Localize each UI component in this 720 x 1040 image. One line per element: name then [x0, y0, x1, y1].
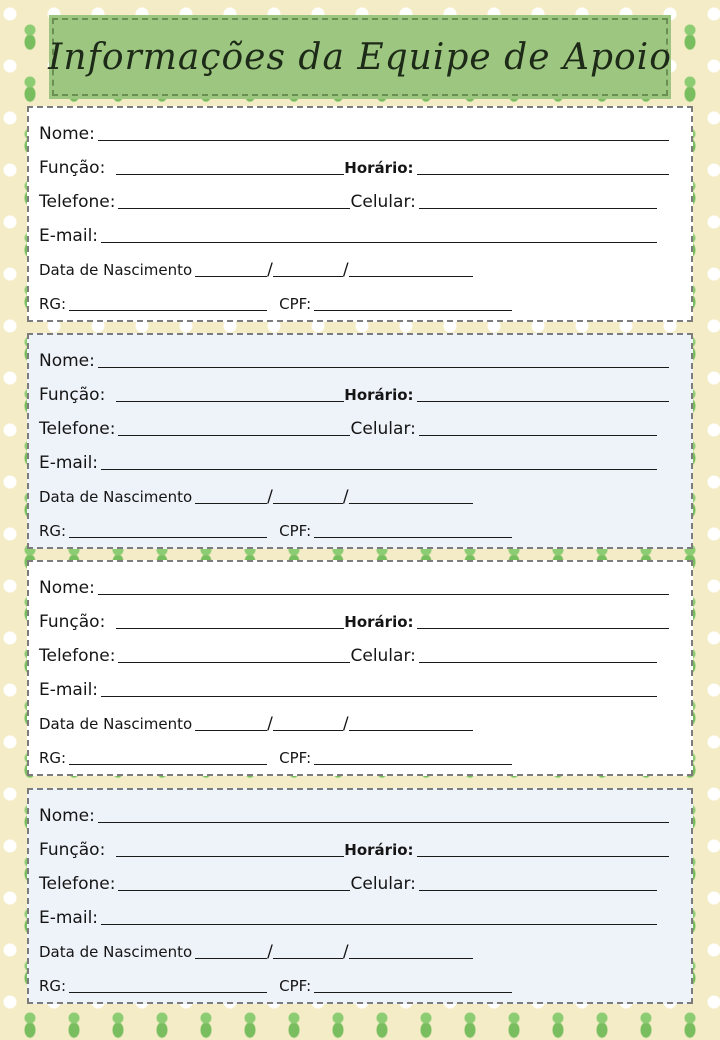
cpf-label: CPF: — [279, 522, 312, 540]
staff-card-4 — [27, 788, 693, 1004]
nome-field[interactable] — [98, 140, 669, 141]
nascimento-month-field[interactable] — [273, 276, 343, 277]
horario-label: Horário: — [344, 613, 414, 631]
funcao-field[interactable] — [116, 174, 344, 175]
telefone-field[interactable] — [118, 435, 350, 436]
nome-row — [39, 118, 669, 144]
funcao-label: Função: — [39, 612, 106, 632]
documentos-row — [39, 288, 669, 314]
celular-field[interactable] — [419, 890, 657, 891]
telefone-row — [39, 868, 657, 894]
nome-field[interactable] — [98, 594, 669, 595]
horario-field[interactable] — [417, 856, 669, 857]
telefone-field[interactable] — [118, 208, 350, 209]
funcao-label: Função: — [39, 385, 106, 405]
telefone-row — [39, 640, 657, 666]
staff-card-1 — [27, 106, 693, 322]
nascimento-year-field[interactable] — [349, 958, 473, 959]
nome-field[interactable] — [98, 367, 669, 368]
celular-field[interactable] — [419, 435, 657, 436]
nascimento-day-field[interactable] — [195, 276, 267, 277]
nascimento-label: Data de Nascimento — [39, 488, 193, 506]
nascimento-day-field[interactable] — [195, 958, 267, 959]
telefone-label: Telefone: — [39, 646, 116, 666]
email-field[interactable] — [101, 696, 657, 697]
telefone-label: Telefone: — [39, 874, 116, 894]
rg-label: RG: — [39, 977, 67, 995]
cpf-label: CPF: — [279, 749, 312, 767]
nascimento-label: Data de Nascimento — [39, 943, 193, 961]
celular-label: Celular: — [350, 874, 416, 894]
page-title: Informações da Equipe de Apoio — [48, 36, 672, 78]
nascimento-year-field[interactable] — [349, 276, 473, 277]
horario-label: Horário: — [344, 841, 414, 859]
date-separator: / — [342, 487, 349, 507]
funcao-field[interactable] — [116, 401, 344, 402]
horario-field[interactable] — [417, 401, 669, 402]
funcao-row — [39, 606, 669, 632]
email-row — [39, 447, 657, 473]
telefone-field[interactable] — [118, 890, 350, 891]
date-separator: / — [267, 487, 273, 507]
cpf-field[interactable] — [314, 764, 512, 765]
cpf-label: CPF: — [279, 977, 312, 995]
email-row — [39, 220, 657, 246]
horario-label: Horário: — [344, 159, 414, 177]
nascimento-row — [39, 481, 669, 507]
horario-label: Horário: — [344, 386, 414, 404]
celular-label: Celular: — [350, 646, 416, 666]
date-separator: / — [267, 714, 273, 734]
nascimento-row — [39, 254, 669, 280]
telefone-row — [39, 413, 657, 439]
nome-label: Nome: — [39, 806, 95, 826]
email-label: E-mail: — [39, 226, 99, 246]
documentos-row — [39, 742, 669, 768]
email-field[interactable] — [101, 242, 657, 243]
rg-field[interactable] — [69, 537, 267, 538]
date-separator: / — [342, 260, 349, 280]
documentos-row — [39, 970, 669, 996]
email-label: E-mail: — [39, 680, 99, 700]
nascimento-label: Data de Nascimento — [39, 261, 193, 279]
funcao-field[interactable] — [116, 856, 344, 857]
rg-label: RG: — [39, 749, 67, 767]
celular-field[interactable] — [419, 662, 657, 663]
nascimento-day-field[interactable] — [195, 503, 267, 504]
email-label: E-mail: — [39, 908, 99, 928]
date-separator: / — [342, 714, 349, 734]
rg-label: RG: — [39, 295, 67, 313]
nome-field[interactable] — [98, 822, 669, 823]
nome-row — [39, 572, 669, 598]
date-separator: / — [342, 942, 349, 962]
staff-card-2 — [27, 333, 693, 549]
funcao-row — [39, 834, 669, 860]
staff-card-3 — [27, 560, 693, 776]
documentos-row — [39, 515, 669, 541]
celular-label: Celular: — [350, 192, 416, 212]
email-field[interactable] — [101, 924, 657, 925]
email-row — [39, 902, 657, 928]
funcao-field[interactable] — [116, 628, 344, 629]
nome-label: Nome: — [39, 351, 95, 371]
rg-label: RG: — [39, 522, 67, 540]
telefone-label: Telefone: — [39, 419, 116, 439]
horario-field[interactable] — [417, 174, 669, 175]
nome-row — [39, 345, 669, 371]
date-separator: / — [267, 942, 273, 962]
telefone-field[interactable] — [118, 662, 350, 663]
nascimento-label: Data de Nascimento — [39, 715, 193, 733]
cpf-field[interactable] — [314, 537, 512, 538]
nascimento-month-field[interactable] — [273, 730, 343, 731]
date-separator: / — [267, 260, 273, 280]
nascimento-row — [39, 936, 669, 962]
celular-field[interactable] — [419, 208, 657, 209]
nome-label: Nome: — [39, 124, 95, 144]
email-label: E-mail: — [39, 453, 99, 473]
nascimento-day-field[interactable] — [195, 730, 267, 731]
funcao-label: Função: — [39, 158, 106, 178]
cpf-label: CPF: — [279, 295, 312, 313]
nascimento-year-field[interactable] — [349, 730, 473, 731]
funcao-label: Função: — [39, 840, 106, 860]
title-banner — [48, 18, 672, 96]
nascimento-year-field[interactable] — [349, 503, 473, 504]
telefone-row — [39, 186, 657, 212]
nome-row — [39, 800, 669, 826]
horario-field[interactable] — [417, 628, 669, 629]
rg-field[interactable] — [69, 764, 267, 765]
funcao-row — [39, 152, 669, 178]
celular-label: Celular: — [350, 419, 416, 439]
nome-label: Nome: — [39, 578, 95, 598]
nascimento-month-field[interactable] — [273, 503, 343, 504]
nascimento-month-field[interactable] — [273, 958, 343, 959]
funcao-row — [39, 379, 669, 405]
email-row — [39, 674, 657, 700]
cpf-field[interactable] — [314, 310, 512, 311]
rg-field[interactable] — [69, 992, 267, 993]
email-field[interactable] — [101, 469, 657, 470]
telefone-label: Telefone: — [39, 192, 116, 212]
cpf-field[interactable] — [314, 992, 512, 993]
nascimento-row — [39, 708, 669, 734]
rg-field[interactable] — [69, 310, 267, 311]
